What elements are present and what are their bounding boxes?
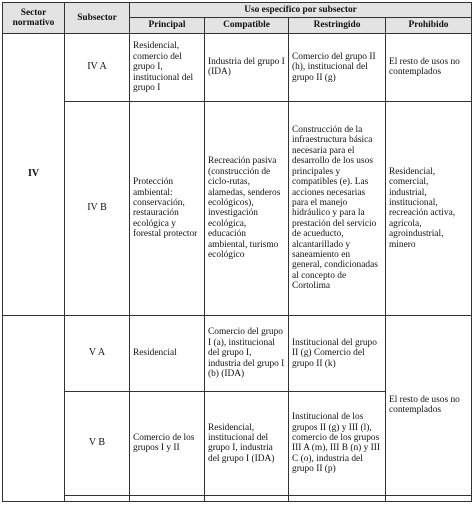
header-principal: Principal bbox=[130, 18, 205, 33]
restringido-cell: Institucional del grupo II (g) Comercio del grupo II (k) bbox=[289, 315, 386, 391]
compatible-cell: Industria del grupo I (IDA) bbox=[205, 33, 289, 101]
restringido-cell: Construcción de la infraestructura básica necesaria para el desarrollo de los usos principales y compatibles (e). Las acciones necesarias para el manejo hidráulico y para la prestación del servicio de acueducto, alcantarillado y saneamiento en general, condicionadas al concepto de Cortolima bbox=[289, 101, 386, 315]
compatible-cell: Residencial, institucional del grupo I, industria del grupo I (IDA) bbox=[205, 391, 289, 495]
sector-v-cell bbox=[3, 315, 65, 501]
subsector-code: V B bbox=[65, 391, 130, 495]
table-row-v-a bbox=[3, 315, 472, 391]
header-subsector: Subsector bbox=[65, 3, 130, 34]
prohibido-cell: Residencial, comercial, industrial, institucional, recreación activa, agrícola, agroindustrial, minero bbox=[386, 101, 472, 315]
land-use-table bbox=[2, 2, 472, 502]
header-prohibido: Prohibido bbox=[386, 18, 472, 33]
principal-cell: Protección ambiental: conservación, restauración ecológica y forestal protector bbox=[130, 101, 205, 315]
compatible-cell: Recreación pasiva (construcción de ciclo-rutas, alamedas, senderos ecológicos), investigación ecológica, educación ambiental, turismo ecológico bbox=[205, 101, 289, 315]
empty-cell bbox=[65, 495, 130, 501]
table-row-iv-b bbox=[3, 101, 472, 315]
principal-cell: Residencial bbox=[130, 315, 205, 391]
header-restringido: Restringido bbox=[289, 18, 386, 33]
empty-cell bbox=[289, 495, 386, 501]
subsector-code: V A bbox=[65, 315, 130, 391]
header-uso-especifico: Uso específico por subsector bbox=[130, 3, 472, 18]
sector-iv-cell: IV bbox=[3, 33, 65, 315]
table-row-continuation bbox=[3, 495, 472, 501]
table-row-iv-a bbox=[3, 33, 472, 101]
restringido-cell: Institucional de los grupos II (g) y III (l), comercio de los grupos III A (m), III B (n) y III C (o), industria del grupo II (p) bbox=[289, 391, 386, 495]
subsector-code: IV B bbox=[65, 101, 130, 315]
prohibido-cell: El resto de usos no contemplados bbox=[386, 33, 472, 101]
header-compatible: Compatible bbox=[205, 18, 289, 33]
principal-cell: Residencial, comercio del grupo I, institucional del grupo I bbox=[130, 33, 205, 101]
empty-cell bbox=[130, 495, 205, 501]
subsector-code: IV A bbox=[65, 33, 130, 101]
header-row-1 bbox=[3, 3, 472, 18]
header-sector: Sector normativo bbox=[3, 3, 65, 34]
restringido-cell: Comercio del grupo II (h), institucional del grupo II (g) bbox=[289, 33, 386, 101]
compatible-cell: Comercio del grupo I (a), institucional del grupo I, industria del grupo I (b) (IDA) bbox=[205, 315, 289, 391]
empty-cell bbox=[386, 495, 472, 501]
empty-cell bbox=[205, 495, 289, 501]
principal-cell: Comercio de los grupos I y II bbox=[130, 391, 205, 495]
prohibido-cell: El resto de usos no contemplados bbox=[386, 315, 472, 495]
